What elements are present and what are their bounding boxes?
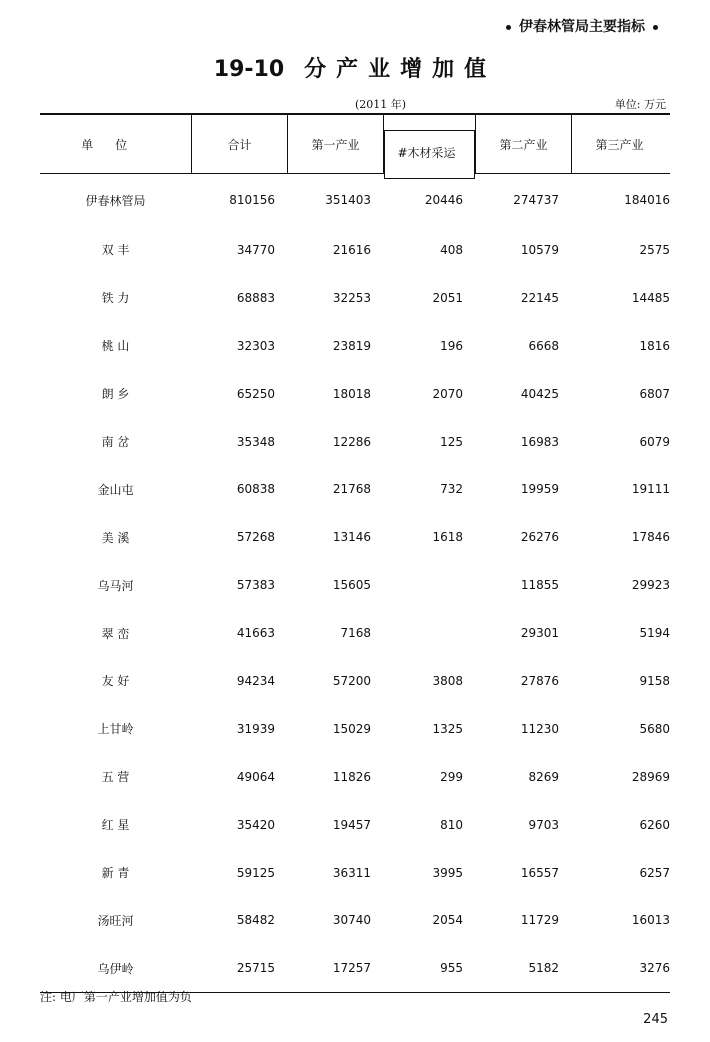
table-number: 19-10	[213, 57, 285, 82]
cell-timber: 125	[440, 434, 463, 449]
table-row	[40, 944, 670, 992]
table-row	[40, 657, 670, 705]
cell-tertiary: 3276	[571, 944, 670, 992]
cell-primary: 15605	[332, 578, 371, 593]
cell-tertiary: 5680	[639, 721, 670, 736]
data-table	[40, 113, 670, 993]
cell-unit-name: 乌马河	[97, 578, 134, 593]
header-timber	[383, 114, 475, 174]
cell-secondary: 22145	[520, 290, 559, 305]
cell-tertiary: 6079	[639, 434, 670, 449]
cell-tertiary: 17846	[631, 530, 670, 545]
cell-timber: 20446	[424, 193, 463, 207]
cell-timber: 196	[440, 338, 463, 353]
cell-primary: 18018	[332, 386, 371, 401]
table-body	[40, 174, 670, 993]
cell-total: 41663	[236, 626, 275, 641]
cell-unit-name: 新 青	[101, 866, 130, 881]
cell-timber: 2070	[432, 386, 463, 401]
cell-total: 57383	[236, 578, 275, 593]
cell-tertiary: 19111	[631, 482, 670, 497]
table-row	[40, 705, 670, 753]
cell-primary: 17257	[287, 944, 383, 992]
page-number: 245	[643, 1012, 668, 1027]
cell-tertiary: 6257	[639, 865, 670, 880]
cell-primary: 12286	[332, 434, 371, 449]
cell-timber: 955	[383, 944, 475, 992]
cell-timber	[383, 609, 475, 657]
cell-tertiary: 16013	[631, 913, 670, 928]
cell-total: 35348	[236, 434, 275, 449]
cell-primary: 21768	[332, 482, 371, 497]
table-row	[40, 322, 670, 370]
cell-timber: 3995	[432, 865, 463, 880]
cell-timber: 3808	[432, 673, 463, 688]
table-row	[40, 801, 670, 849]
cell-primary: 32253	[332, 290, 371, 305]
cell-secondary: 11729	[520, 913, 559, 928]
cell-total: 59125	[236, 865, 275, 880]
table-title: 分产业增加值	[304, 57, 497, 82]
cell-tertiary: 5194	[639, 626, 670, 641]
table-row	[40, 370, 670, 418]
table-row	[40, 418, 670, 466]
cell-tertiary: 9158	[639, 673, 670, 688]
cell-unit-name: 金山屯	[97, 482, 134, 497]
cell-tertiary: 2575	[639, 242, 670, 257]
cell-total: 57268	[236, 530, 275, 545]
header-primary: 第一产业	[287, 114, 383, 174]
bullet-icon	[653, 25, 658, 30]
cell-timber	[383, 561, 475, 609]
cell-unit-name: 上甘岭	[97, 722, 134, 737]
cell-timber: 299	[440, 769, 463, 784]
cell-timber: 2051	[432, 290, 463, 305]
cell-tertiary: 184016	[624, 193, 670, 207]
cell-tertiary: 6260	[639, 817, 670, 832]
cell-tertiary: 6807	[639, 386, 670, 401]
cell-tertiary: 29923	[631, 578, 670, 593]
table-row	[40, 174, 670, 227]
cell-secondary: 5182	[475, 944, 571, 992]
page-title	[0, 52, 710, 83]
cell-tertiary: 1816	[639, 338, 670, 353]
table-row	[40, 561, 670, 609]
cell-secondary: 11230	[520, 721, 559, 736]
cell-timber: 408	[440, 242, 463, 257]
table-row	[40, 753, 670, 801]
running-head-text: 伊春林管局主要指标	[519, 19, 645, 35]
header-tertiary: 第三产业	[571, 114, 670, 174]
cell-secondary: 10579	[520, 242, 559, 257]
cell-secondary: 6668	[528, 338, 559, 353]
year-label: (2011 年)	[355, 98, 407, 111]
cell-total: 31939	[236, 721, 275, 736]
cell-unit-name: 双 丰	[101, 243, 130, 258]
table-row	[40, 465, 670, 513]
cell-tertiary: 14485	[631, 290, 670, 305]
cell-total: 49064	[236, 769, 275, 784]
header-secondary: 第二产业	[475, 114, 571, 174]
cell-unit-name: 翠 峦	[101, 626, 130, 641]
cell-total: 94234	[236, 673, 275, 688]
table-row	[40, 226, 670, 274]
cell-total: 60838	[236, 482, 275, 497]
cell-timber: 1618	[432, 530, 463, 545]
cell-secondary: 16983	[520, 434, 559, 449]
cell-total: 25715	[191, 944, 287, 992]
cell-primary: 13146	[332, 530, 371, 545]
cell-total: 68883	[236, 290, 275, 305]
cell-primary: 21616	[332, 242, 371, 257]
cell-tertiary: 28969	[631, 769, 670, 784]
cell-primary: 36311	[332, 865, 371, 880]
cell-unit-name: 乌伊岭	[40, 944, 191, 992]
cell-secondary: 19959	[520, 482, 559, 497]
cell-total: 35420	[236, 817, 275, 832]
cell-unit-name: 汤旺河	[97, 913, 134, 928]
header-row	[40, 114, 670, 174]
cell-total: 34770	[236, 242, 275, 257]
cell-primary: 30740	[332, 913, 371, 928]
table-row	[40, 274, 670, 322]
cell-unit-name: 美 溪	[101, 530, 130, 545]
cell-unit-name: 友 好	[101, 674, 130, 689]
cell-unit-name: 伊春林管局	[85, 193, 146, 208]
cell-unit-name: 铁 力	[101, 291, 130, 306]
table-row	[40, 896, 670, 944]
table-row	[40, 849, 670, 897]
cell-secondary: 16557	[520, 865, 559, 880]
cell-primary: 15029	[332, 721, 371, 736]
table-row	[40, 513, 670, 561]
cell-total: 58482	[236, 913, 275, 928]
cell-unit-name: 桃 山	[101, 339, 130, 354]
cell-timber: 2054	[432, 913, 463, 928]
cell-primary: 351403	[325, 193, 371, 207]
cell-timber: 1325	[432, 721, 463, 736]
header-timber-label: #木材采运	[397, 145, 456, 160]
cell-unit-name: 红 星	[101, 818, 130, 833]
cell-primary: 57200	[332, 673, 371, 688]
cell-secondary: 40425	[520, 386, 559, 401]
cell-primary: 23819	[332, 338, 371, 353]
cell-primary: 19457	[332, 817, 371, 832]
cell-secondary: 8269	[528, 769, 559, 784]
cell-secondary: 27876	[520, 673, 559, 688]
cell-total: 32303	[236, 338, 275, 353]
table-row	[40, 609, 670, 657]
cell-primary: 11826	[332, 769, 371, 784]
cell-secondary: 29301	[520, 626, 559, 641]
cell-total: 810156	[229, 193, 275, 207]
footnote: 注: 电厂第一产业增加值为负	[40, 990, 192, 1004]
cell-primary: 7168	[340, 626, 371, 641]
cell-timber: 732	[440, 482, 463, 497]
cell-secondary: 9703	[528, 817, 559, 832]
cell-total: 65250	[236, 386, 275, 401]
cell-unit-name: 五 营	[101, 770, 130, 785]
cell-secondary: 11855	[520, 578, 559, 593]
cell-timber: 810	[440, 817, 463, 832]
header-unit: 单位	[40, 114, 191, 174]
running-head	[498, 16, 666, 36]
cell-unit-name: 朗 乡	[101, 387, 130, 402]
bullet-icon	[506, 25, 511, 30]
header-total: 合计	[191, 114, 287, 174]
cell-secondary: 26276	[520, 530, 559, 545]
unit-label: 单位: 万元	[614, 98, 666, 111]
cell-unit-name: 南 岔	[101, 435, 130, 449]
cell-secondary: 274737	[513, 193, 559, 207]
